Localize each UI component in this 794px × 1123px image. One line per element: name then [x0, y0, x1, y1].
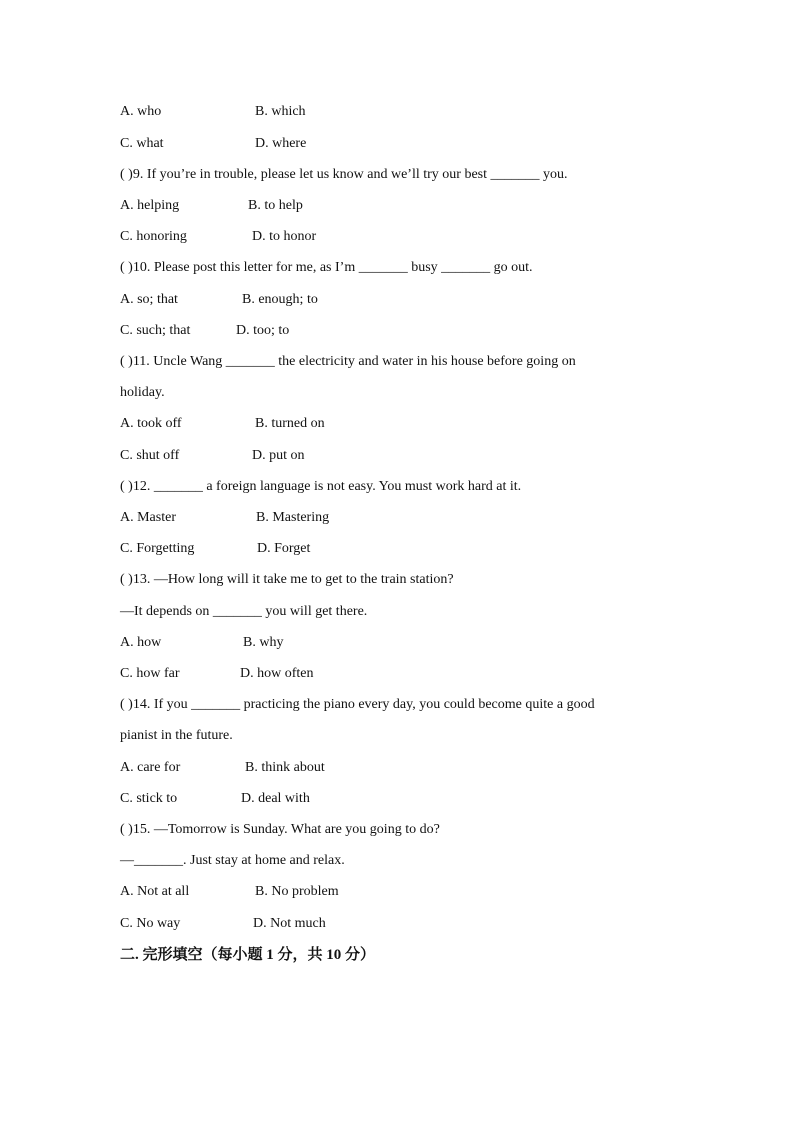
q8-option-a: A. who	[120, 104, 162, 119]
q15-stem-line1: ( )15. —Tomorrow is Sunday. What are you going to do?	[120, 822, 440, 837]
q14-option-c: C. stick to	[120, 791, 178, 806]
q10-option-c: C. such; that	[120, 323, 191, 338]
q13-option-a: A. how	[120, 635, 162, 650]
q9-option-c: C. honoring	[120, 229, 187, 244]
q11-option-a: A. took off	[120, 416, 182, 431]
q13-option-d: D. how often	[240, 666, 314, 681]
q10-option-b: B. enough; to	[242, 292, 318, 307]
q10-option-a: A. so; that	[120, 292, 178, 307]
q13-stem-line2: —It depends on _______ you will get there.	[120, 604, 368, 619]
q11-option-c: C. shut off	[120, 448, 180, 463]
q9-option-b: B. to help	[248, 198, 303, 213]
q14-stem-line1: ( )14. If you _______ practicing the piano every day, you could become quite a good	[120, 697, 595, 712]
q9-option-d: D. to honor	[252, 229, 317, 244]
q8-option-d: D. where	[255, 136, 307, 151]
q11-option-d: D. put on	[252, 448, 305, 463]
q13-option-b: B. why	[243, 635, 284, 650]
q14-option-b: B. think about	[245, 760, 325, 775]
q13-option-c: C. how far	[120, 666, 180, 681]
q12-option-d: D. Forget	[257, 541, 311, 556]
q15-option-b: B. No problem	[255, 884, 339, 899]
q12-option-c: C. Forgetting	[120, 541, 195, 556]
q15-option-c: C. No way	[120, 916, 181, 931]
q12-option-b: B. Mastering	[256, 510, 330, 525]
q9-stem: ( )9. If you’re in trouble, please let us know and we’ll try our best _______ you.	[120, 167, 568, 182]
q8-option-c: C. what	[120, 136, 164, 151]
q11-option-b: B. turned on	[255, 416, 325, 431]
q11-stem-line2: holiday.	[120, 385, 165, 400]
q9-option-a: A. helping	[120, 198, 180, 213]
q14-option-a: A. care for	[120, 760, 181, 775]
q14-option-d: D. deal with	[241, 791, 310, 806]
q10-stem: ( )10. Please post this letter for me, as I’m _______ busy _______ go out.	[120, 260, 533, 275]
q12-stem: ( )12. _______ a foreign language is not easy. You must work hard at it.	[120, 479, 522, 494]
section-2-title: 二. 完形填空（每小题 1 分，共 10 分）	[120, 947, 376, 963]
q8-option-b: B. which	[255, 104, 306, 119]
q15-stem-line2: —_______. Just stay at home and relax.	[120, 853, 345, 868]
q15-option-a: A. Not at all	[120, 884, 190, 899]
q14-stem-line2: pianist in the future.	[120, 728, 233, 743]
q11-stem-line1: ( )11. Uncle Wang _______ the electricity and water in his house before going on	[120, 354, 576, 369]
q12-option-a: A. Master	[120, 510, 176, 525]
q13-stem-line1: ( )13. —How long will it take me to get to the train station?	[120, 572, 454, 587]
q10-option-d: D. too; to	[236, 323, 290, 338]
q15-option-d: D. Not much	[253, 916, 326, 931]
